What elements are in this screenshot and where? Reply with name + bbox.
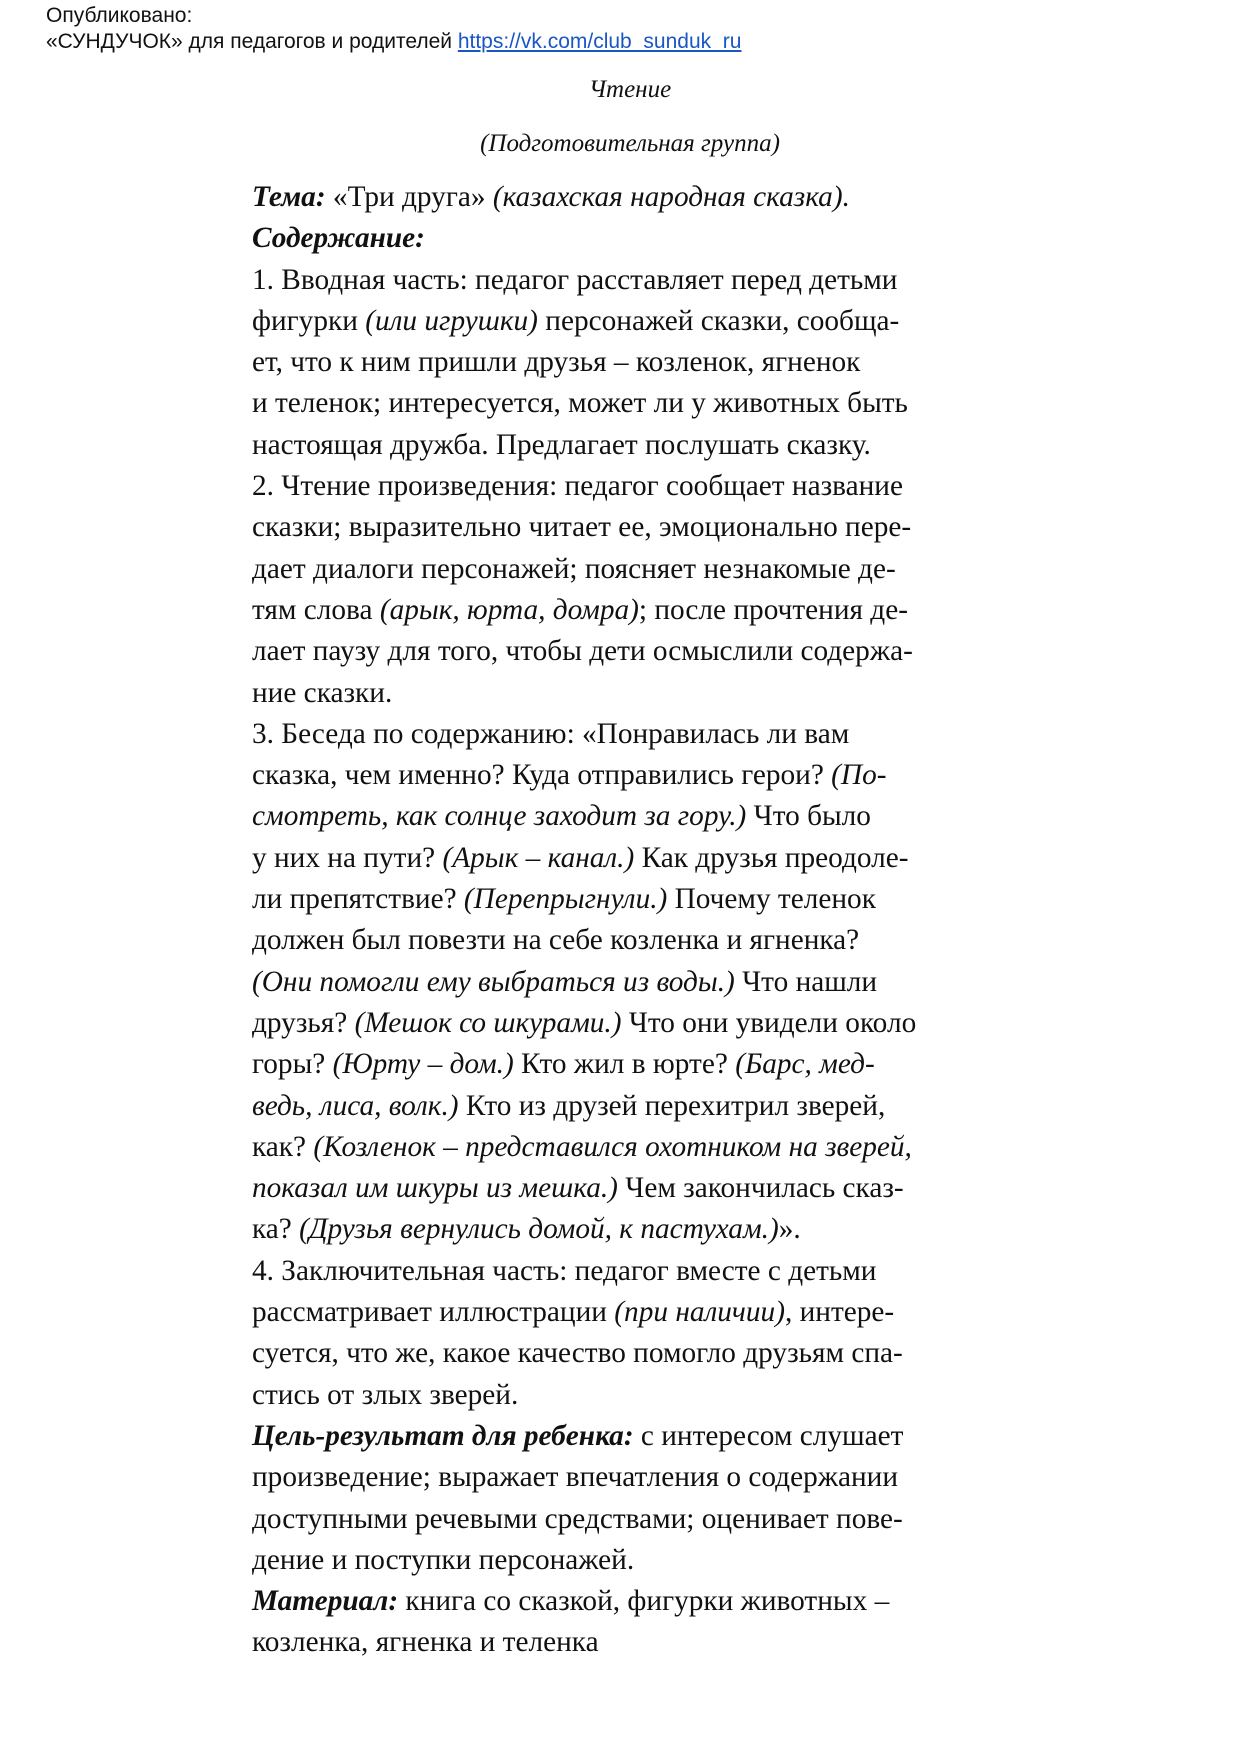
text-span: Что нашли	[734, 965, 878, 998]
text-span: Кто из друзей перехитрил зверей,	[458, 1089, 886, 1122]
text-line	[252, 1622, 1052, 1663]
text-line	[252, 1044, 1052, 1085]
lesson-text	[252, 177, 1052, 1664]
text-span: дает диалоги персонажей; поясняет незнакомые де-	[252, 552, 896, 585]
text-line	[252, 425, 1052, 466]
text-line	[252, 1540, 1052, 1581]
text-line	[252, 177, 1052, 218]
text-line	[252, 1127, 1052, 1168]
text-span: сказки; выразительно читает ее, эмоционально пере-	[252, 511, 912, 544]
source-link[interactable]: https://vk.com/club_sunduk_ru	[457, 30, 742, 53]
italic-text: (Козленок – представился охотником на зверей,	[313, 1130, 912, 1163]
italic-text: (Они помогли ему выбраться из воды.)	[252, 965, 735, 998]
text-line	[252, 1209, 1052, 1250]
text-span: 1. Вводная часть: педагог расставляет перед детьми	[252, 263, 898, 296]
italic-text: (при наличии)	[614, 1296, 785, 1329]
text-span: сказка, чем именно? Куда отправились герои?	[252, 759, 832, 792]
text-line	[252, 383, 1052, 424]
section-label: Тема:	[252, 181, 326, 213]
text-line	[252, 920, 1052, 961]
text-span: должен был повезти на себе козленка и ягненка?	[252, 924, 860, 957]
source-name: «СУНДУЧОК» для педагогов и родителей	[46, 30, 458, 53]
text-line	[252, 260, 1052, 301]
text-line	[252, 962, 1052, 1003]
text-span: Кто жил в юрте?	[513, 1048, 736, 1081]
text-line	[252, 1086, 1052, 1127]
text-span: Что было	[746, 800, 871, 833]
text-span: стись от злых зверей.	[252, 1378, 519, 1411]
text-span: фигурки	[252, 304, 366, 337]
text-line	[252, 590, 1052, 631]
text-span: рассматривает иллюстрации	[252, 1296, 615, 1329]
italic-text: (Мешок со шкурами.)	[354, 1006, 622, 1039]
text-span: ; после прочтения де-	[638, 593, 908, 626]
text-span: с интересом слушает	[633, 1419, 904, 1452]
text-line	[252, 1168, 1052, 1209]
text-span: Чем закончилась сказ-	[617, 1172, 904, 1205]
italic-text: смотреть, как солнце заходит за гору.)	[252, 800, 747, 833]
section-label: Материал:	[252, 1585, 399, 1618]
text-line	[252, 1333, 1052, 1374]
text-line	[252, 755, 1052, 796]
text-span: Почему теленок	[667, 883, 876, 916]
text-line	[252, 1251, 1052, 1292]
text-span: суется, что же, какое качество помогло друзьям спа-	[252, 1337, 903, 1370]
text-line	[252, 838, 1052, 879]
published-label: Опубликовано:	[46, 4, 193, 27]
italic-text: (Арык – канал.)	[442, 841, 635, 874]
text-span: «Три друга»	[325, 181, 493, 213]
text-span: дение и поступки персонажей.	[252, 1543, 635, 1576]
text-line	[252, 342, 1052, 383]
text-span: книга со сказкой, фигурки животных –	[398, 1585, 890, 1618]
text-span: 2. Чтение произведения: педагог сообщает название	[252, 470, 903, 503]
text-span: ка?	[252, 1213, 300, 1246]
text-line	[252, 1416, 1052, 1457]
text-span: лает паузу для того, чтобы дети осмыслили содержа-	[252, 635, 913, 668]
page-subtitle: (Подготовительная группа)	[480, 130, 780, 157]
text-line	[252, 301, 1052, 342]
text-line	[252, 1457, 1052, 1498]
italic-text: (Перепрыгнули.)	[463, 883, 668, 916]
text-line	[252, 466, 1052, 507]
text-span: 3. Беседа по содержанию: «Понравилась ли вам	[252, 717, 850, 750]
text-span: ние сказки.	[252, 676, 393, 709]
text-line	[252, 796, 1052, 837]
text-line	[252, 714, 1052, 755]
italic-text: (Барс, мед-	[735, 1048, 875, 1081]
text-span: и теленок; интересуется, может ли у животных быть	[252, 387, 908, 420]
italic-text: (Юрту – дом.)	[332, 1048, 514, 1081]
page-header	[46, 3, 741, 55]
text-line	[252, 218, 1052, 259]
italic-text: (арык, юрта, домра)	[379, 593, 639, 626]
text-span: 4. Заключительная часть: педагог вместе с детьми	[252, 1254, 877, 1287]
source-line	[46, 29, 741, 55]
italic-text: (По-	[831, 759, 887, 792]
text-span: горы?	[252, 1048, 333, 1081]
page-title: Чтение	[588, 76, 672, 103]
text-line	[252, 631, 1052, 672]
text-span: произведение; выражает впечатления о содержании	[252, 1461, 899, 1494]
text-span: доступными речевыми средствами; оценивает пове-	[252, 1502, 903, 1535]
text-span: ет, что к ним пришли друзья – козленок, ягненок	[252, 346, 861, 379]
text-span: Как друзья преодоле-	[634, 841, 909, 874]
text-line	[252, 1375, 1052, 1416]
text-span: козленка, ягненка и теленка	[252, 1626, 599, 1659]
section-label: Цель-результат для ребенка:	[252, 1419, 634, 1452]
text-span: персонажей сказки, сообща-	[537, 304, 900, 337]
text-line	[252, 1499, 1052, 1540]
italic-text: показал им шкуры из мешка.)	[252, 1172, 618, 1205]
text-span: друзья?	[252, 1006, 355, 1039]
text-line	[252, 549, 1052, 590]
italic-text: (казахская народная сказка).	[492, 181, 850, 213]
text-span: , интере-	[784, 1296, 895, 1329]
text-span: ли препятствие?	[252, 883, 464, 916]
text-line	[252, 879, 1052, 920]
text-span: ».	[778, 1213, 801, 1246]
text-line	[252, 1581, 1052, 1622]
text-line	[252, 1003, 1052, 1044]
section-label: Содержание:	[252, 222, 425, 255]
text-span: тям слова	[252, 593, 380, 626]
italic-text: (или игрушки)	[365, 304, 538, 337]
text-span: у них на пути?	[252, 841, 443, 874]
italic-text: (Друзья вернулись домой, к пастухам.)	[299, 1213, 779, 1246]
text-line	[252, 673, 1052, 714]
text-span: настоящая дружба. Предлагает послушать сказку.	[252, 428, 871, 461]
text-span: Что они увидели около	[621, 1006, 917, 1039]
text-span: как?	[252, 1130, 314, 1163]
italic-text: ведь, лиса, волк.)	[252, 1089, 459, 1122]
text-line	[252, 1292, 1052, 1333]
text-line	[252, 507, 1052, 548]
